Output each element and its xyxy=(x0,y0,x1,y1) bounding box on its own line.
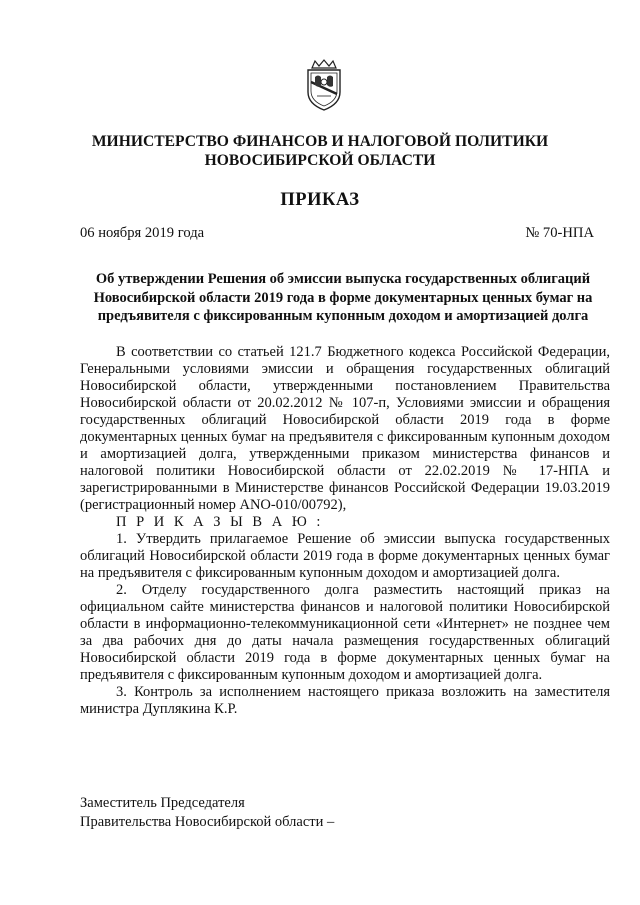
ministry-name xyxy=(60,132,580,170)
document-type-title: ПРИКАЗ xyxy=(280,190,360,210)
item-2-paragraph: 2. Отделу государственного долга разместить настоящий приказ на официальном сайте министерства финансов и налоговой политики Новосибирской области в информационно-телекоммуникационной сети «Интернет» не позднее чем за два рабочих дня до даты начала размещения государственных облигаций Новосибирской области 2019 года в форме документарных ценных бумаг на предъявителя с фиксированным купонным доходом и амортизацией долга. xyxy=(80,582,610,683)
decree-line: П Р И К А З Ы В А Ю : xyxy=(116,514,324,530)
item-3-paragraph: 3. Контроль за исполнением настоящего приказа возложить на заместителя министра Дуплякина К.Р. xyxy=(80,684,610,717)
document-date: 06 ноября 2019 года xyxy=(80,225,205,241)
item-1-paragraph: 1. Утвердить прилагаемое Решение об эмиссии выпуска государственных облигаций Новосибирской области 2019 года в форме документарных ценных бумаг на предъявителя с фиксированным купонным доходом и амортизацией долга. xyxy=(80,531,610,581)
ministry-line-2: НОВОСИБИРСКОЙ ОБЛАСТИ xyxy=(204,152,436,169)
document-number: № 70-НПА xyxy=(525,225,594,241)
ministry-line-1: МИНИСТЕРСТВО ФИНАНСОВ И НАЛОГОВОЙ ПОЛИТИКИ xyxy=(91,133,549,150)
preamble-paragraph: В соответствии со статьей 121.7 Бюджетного кодекса Российской Федерации, Генеральными условиями эмиссии и обращения государственных облигаций Новосибирской области, утвержденными постановлением Правительства Новосибирской области от 20.02.2012 № 107-п, Условиями эмиссии и обращения государственных облигаций Новосибирской области 2019 года в форме документарных ценных бумаг на предъявителя с фиксированным купонным доходом и амортизацией долга, утвержденными приказом министерства финансов и налоговой политики Новосибирской области от 22.02.2019 № 17-НПА и зарегистрированными в Министерстве финансов Российской Федерации 19.03.2019 (регистрационный номер ANO-010/00792), xyxy=(80,344,610,513)
novosibirsk-coat-of-arms-icon xyxy=(302,58,346,112)
document-body xyxy=(80,344,610,718)
signature-line-1: Заместитель Председателя xyxy=(80,795,245,811)
document-subject: Об утверждении Решения об эмиссии выпуска государственных облигаций Новосибирской области 2019 года в форме документарных ценных бумаг на предъявителя с фиксированным купонным доходом и амортизацией долга xyxy=(93,271,593,324)
signature-line-2: Правительства Новосибирской области – xyxy=(80,814,335,830)
signature-block xyxy=(80,794,334,832)
